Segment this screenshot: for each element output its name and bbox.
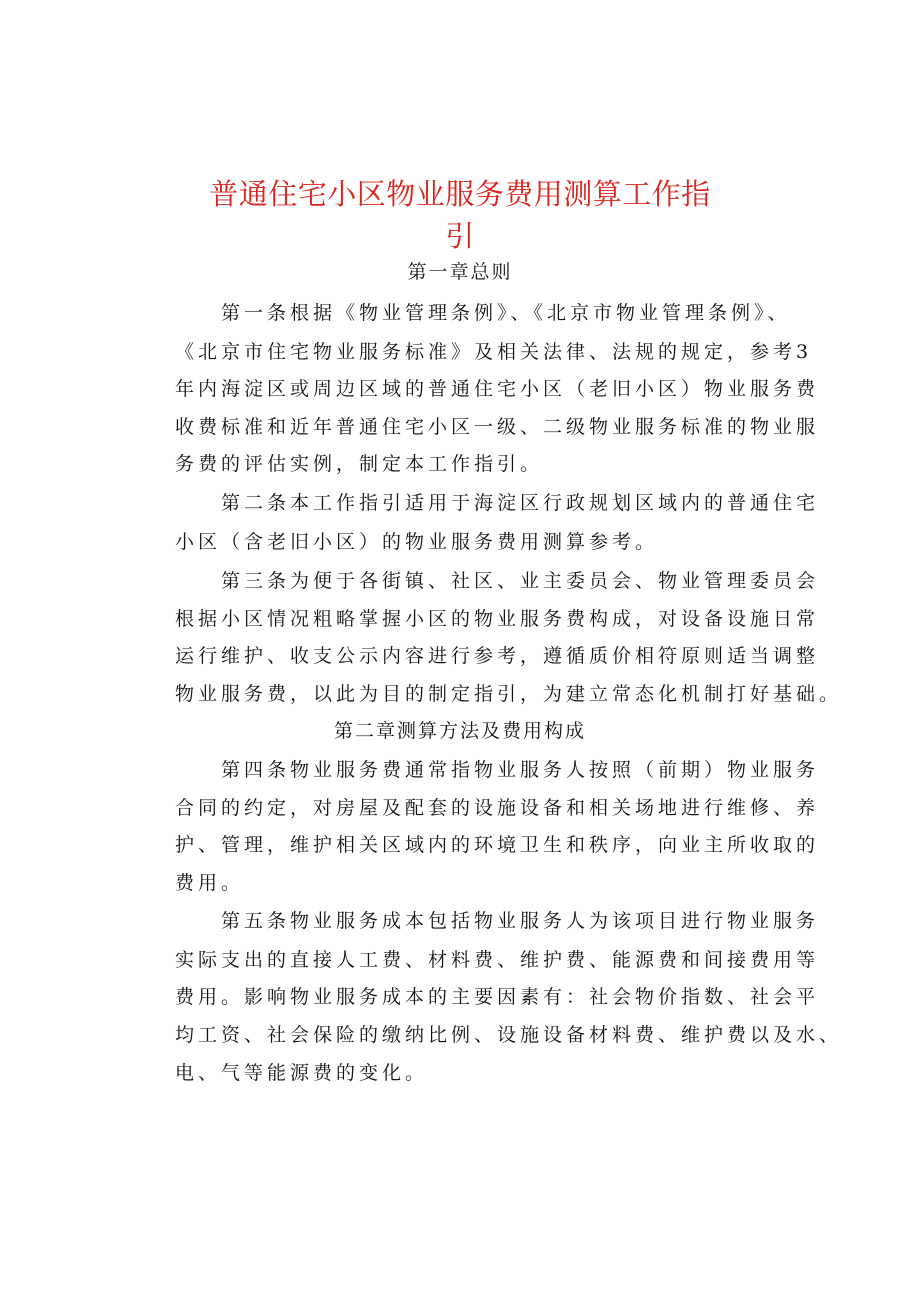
article-5-line: 费用。影响物业服务成本的主要因素有：社会物价指数、社会平 — [175, 986, 820, 1008]
article-4-line: 第四条物业服务费通常指物业服务人按照（前期）物业服务 — [221, 759, 820, 781]
chapter-heading-2: 第二章测算方法及费用构成 — [333, 720, 586, 742]
article-4-line: 合同的约定，对房屋及配套的设施设备和相关场地进行维修、养 — [175, 797, 820, 819]
article-2-line: 小区（含老旧小区）的物业服务费用测算参考。 — [175, 531, 659, 553]
article-1-line: 年内海淀区或周边区域的普通住宅小区（老旧小区）物业服务费 — [175, 378, 820, 400]
article-4-line: 费用。 — [175, 872, 245, 894]
article-1-line: 第一条根据《物业管理条例》、《北京市物业管理条例》、 — [221, 302, 791, 324]
article-3-line: 第三条为便于各街镇、社区、业主委员会、物业管理委员会 — [221, 570, 820, 592]
article-3-line: 根据小区情况粗略掌握小区的物业服务费构成，对设备设施日常 — [175, 608, 820, 630]
article-5-line: 实际支出的直接人工费、材料费、维护费、能源费和间接费用等 — [175, 949, 820, 971]
article-1-line: 收费标准和近年普通住宅小区一级、二级物业服务标准的物业服 — [175, 416, 820, 438]
article-4-line: 护、管理，维护相关区域内的环境卫生和秩序，向业主所收取的 — [175, 834, 820, 856]
article-2-line: 第二条本工作指引适用于海淀区行政规划区域内的普通住宅 — [221, 492, 820, 514]
document-title-line-1: 普通住宅小区物业服务费用测算工作指 — [209, 177, 711, 211]
chapter-heading-1: 第一章总则 — [407, 261, 513, 283]
article-1-line: 《北京市住宅物业服务标准》及相关法律、法规的规定，参考3 — [175, 341, 813, 363]
article-5-line: 第五条物业服务成本包括物业服务人为该项目进行物业服务 — [221, 910, 820, 932]
article-5-line: 均工资、社会保险的缴纳比例、设施设备材料费、维护费以及水、 — [175, 1024, 843, 1046]
article-3-line: 物业服务费，以此为目的制定指引，为建立常态化机制打好基础。 — [175, 683, 843, 705]
article-1-line: 务费的评估实例，制定本工作指引。 — [175, 453, 544, 475]
article-3-line: 运行维护、收支公示内容进行参考，遵循质价相符原则适当调整 — [175, 645, 820, 667]
article-5-line: 电、气等能源费的变化。 — [175, 1062, 429, 1084]
document-title-line-2: 引 — [445, 219, 475, 253]
